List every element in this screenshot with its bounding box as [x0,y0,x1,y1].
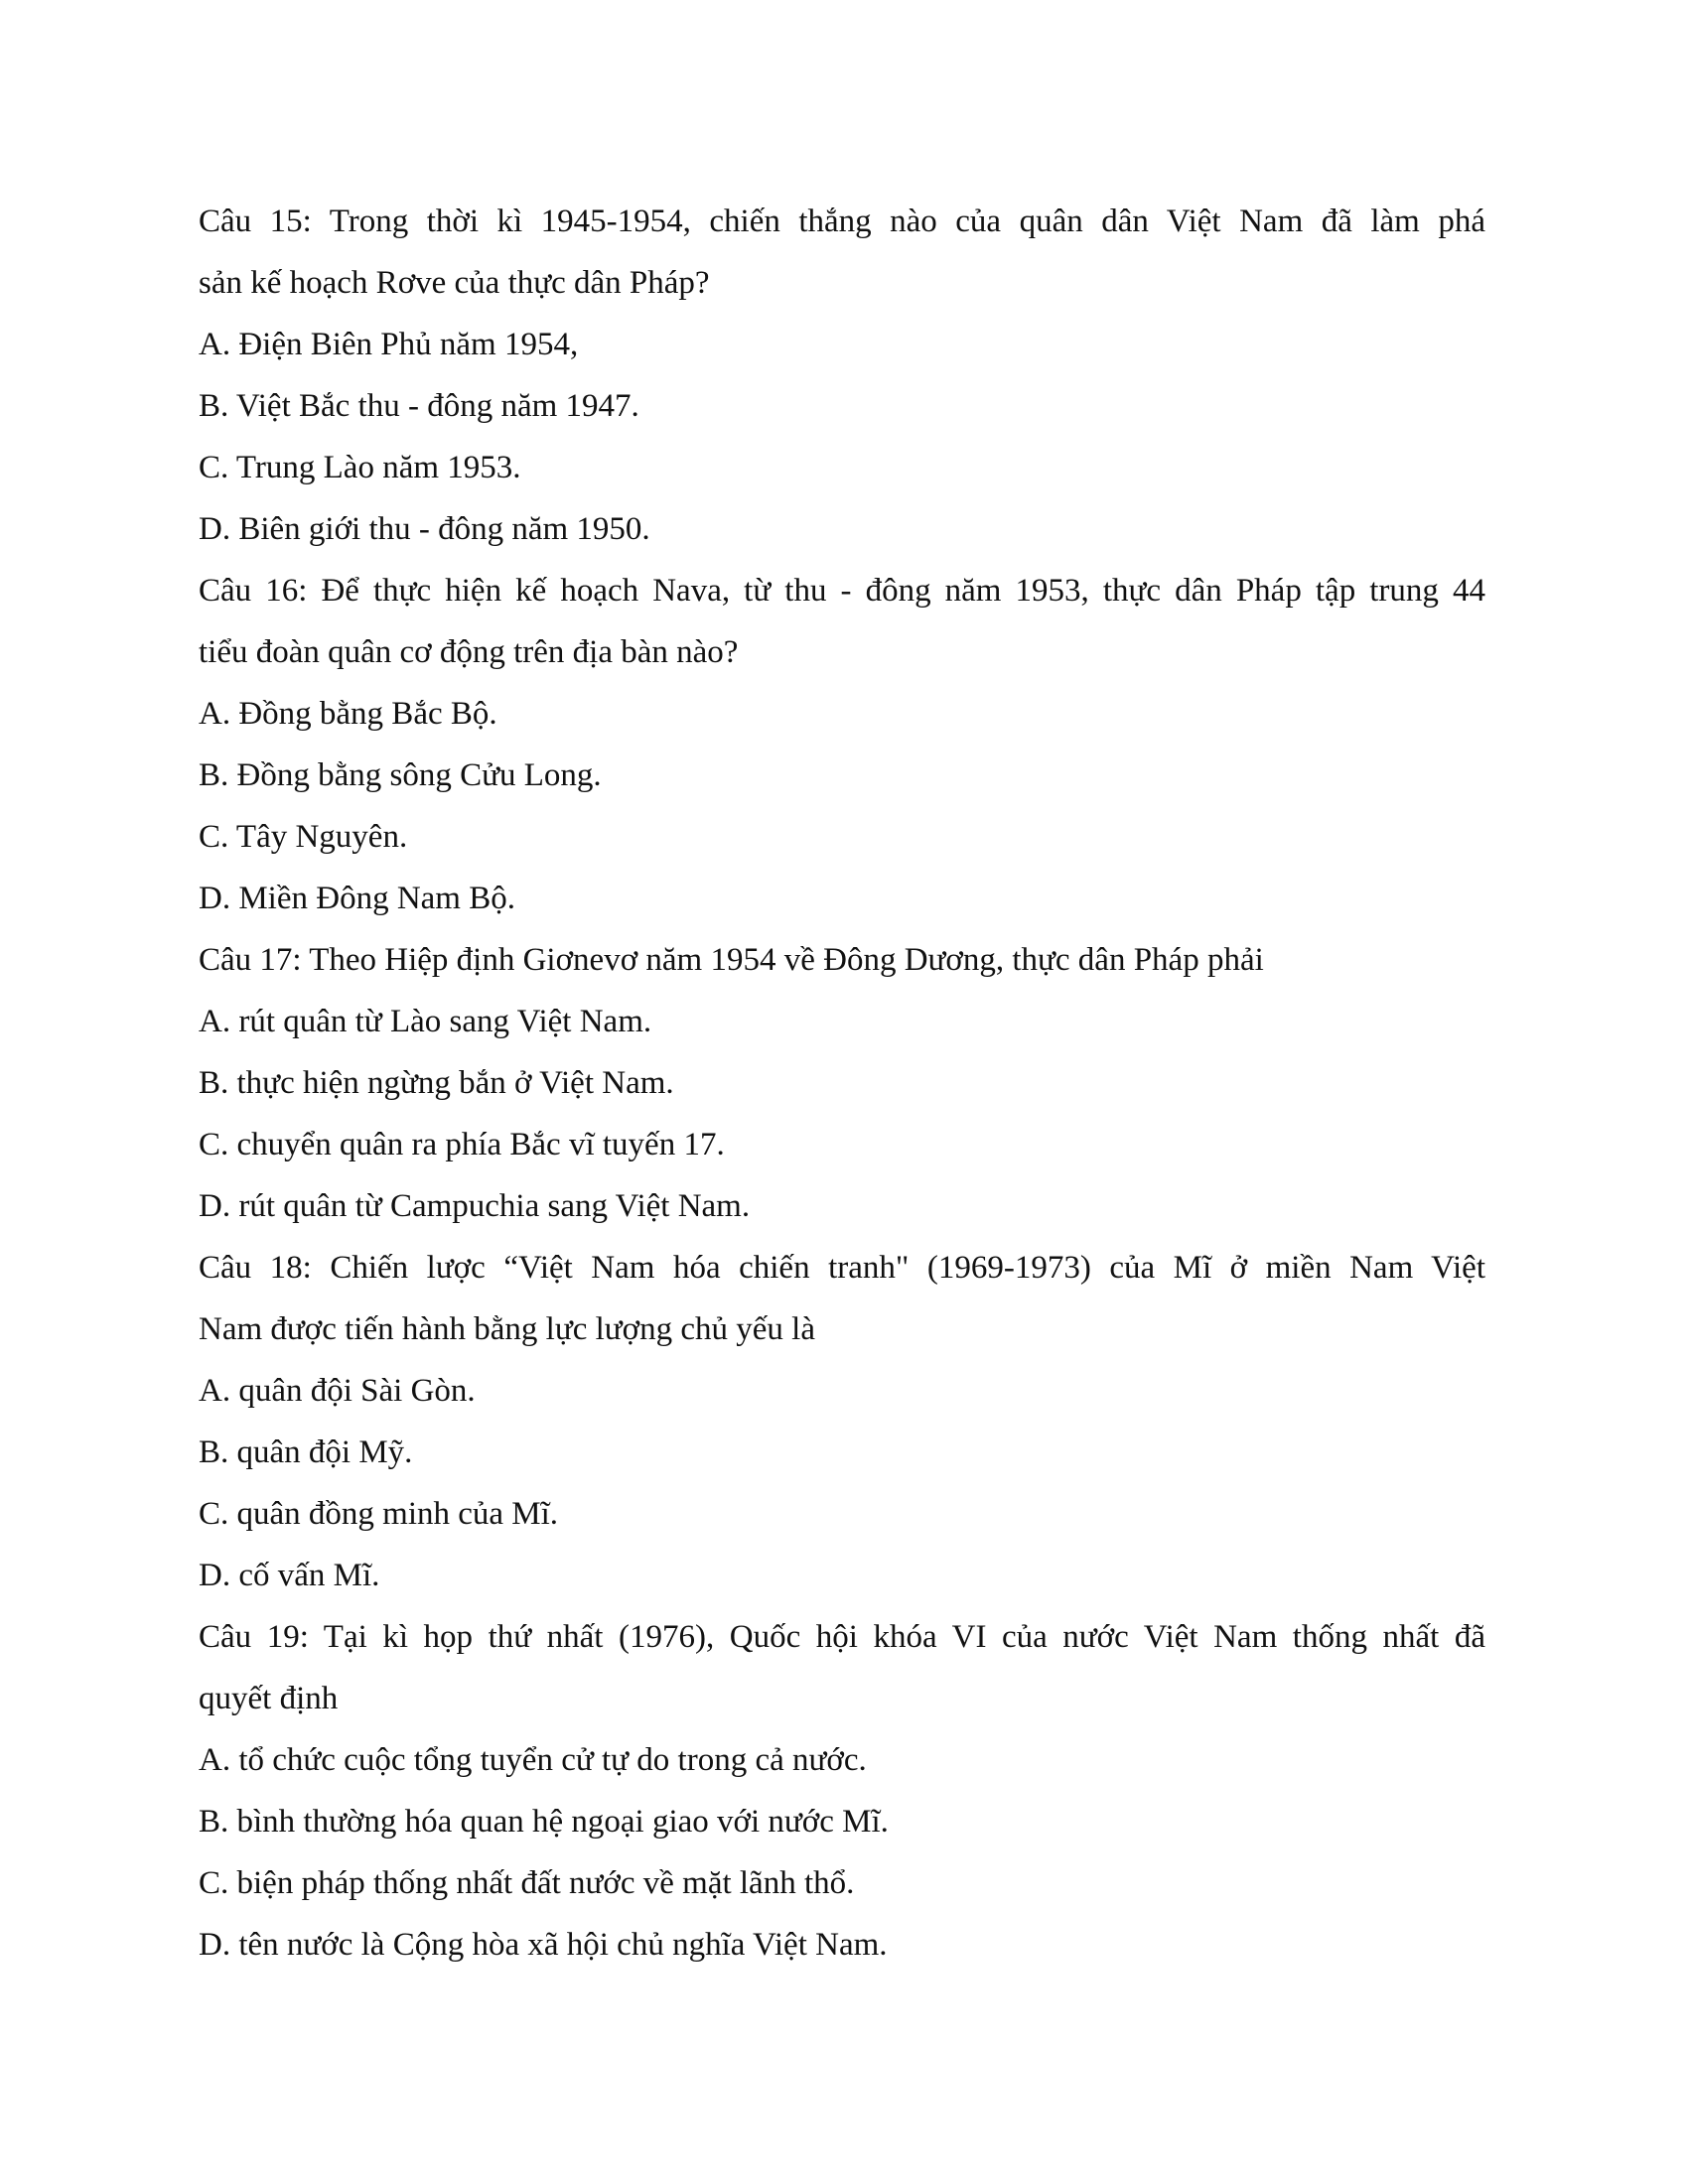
question-19-stem-line-2: quyết định [199,1681,339,1716]
question-17-option-b: B. thực hiện ngừng bắn ở Việt Nam. [199,1065,674,1101]
question-18-stem-line-2: Nam được tiến hành bằng lực lượng chủ yếu là [199,1311,815,1347]
question-17-option-c: C. chuyển quân ra phía Bắc vĩ tuyến 17. [199,1127,725,1162]
question-15-option-c: C. Trung Lào năm 1953. [199,450,521,485]
question-16-option-b: B. Đồng bằng sông Cửu Long. [199,757,602,793]
question-19-option-d: D. tên nước là Cộng hòa xã hội chủ nghĩa Việt Nam. [199,1927,888,1963]
question-19-stem-line-1: Câu 19: Tại kì họp thứ nhất (1976), Quốc hội khóa VI của nước Việt Nam thống nhất đã [199,1619,1485,1655]
question-19-option-b: B. bình thường hóa quan hệ ngoại giao với nước Mĩ. [199,1804,889,1840]
document-page [199,191,1485,1976]
question-19-option-a: A. tổ chức cuộc tổng tuyển cử tự do trong cả nước. [199,1742,867,1778]
question-16-option-c: C. Tây Nguyên. [199,819,408,855]
question-17 [199,929,1485,1237]
question-15-stem-line-2: sản kế hoạch Rơve của thực dân Pháp? [199,265,710,301]
question-17-option-d: D. rút quân từ Campuchia sang Việt Nam. [199,1188,751,1224]
question-16-option-d: D. Miền Đông Nam Bộ. [199,881,515,916]
question-16-stem-line-2: tiểu đoàn quân cơ động trên địa bàn nào? [199,634,739,670]
question-19 [199,1606,1485,1976]
question-15-option-d: D. Biên giới thu - đông năm 1950. [199,511,650,547]
question-15 [199,191,1485,560]
question-17-option-a: A. rút quân từ Lào sang Việt Nam. [199,1004,652,1039]
question-18-option-d: D. cố vấn Mĩ. [199,1558,380,1593]
question-18-option-b: B. quân đội Mỹ. [199,1434,413,1470]
question-18 [199,1237,1485,1606]
question-15-option-b: B. Việt Bắc thu - đông năm 1947. [199,388,639,424]
question-17-stem-line-1: Câu 17: Theo Hiệp định Giơnevơ năm 1954 về Đông Dương, thực dân Pháp phải [199,942,1264,978]
question-16-stem-line-1: Câu 16: Để thực hiện kế hoạch Nava, từ thu - đông năm 1953, thực dân Pháp tập trung 44 [199,573,1485,609]
question-16-option-a: A. Đồng bằng Bắc Bộ. [199,696,497,732]
question-18-stem-line-1: Câu 18: Chiến lược “Việt Nam hóa chiến tranh" (1969-1973) của Mĩ ở miền Nam Việt [199,1250,1485,1286]
question-19-option-c: C. biện pháp thống nhất đất nước về mặt lãnh thổ. [199,1865,855,1901]
question-18-option-c: C. quân đồng minh của Mĩ. [199,1496,559,1532]
question-15-option-a: A. Điện Biên Phủ năm 1954, [199,327,579,362]
question-15-stem-line-1: Câu 15: Trong thời kì 1945-1954, chiến thắng nào của quân dân Việt Nam đã làm phá [199,204,1485,239]
question-16 [199,560,1485,929]
question-18-option-a: A. quân đội Sài Gòn. [199,1373,476,1409]
